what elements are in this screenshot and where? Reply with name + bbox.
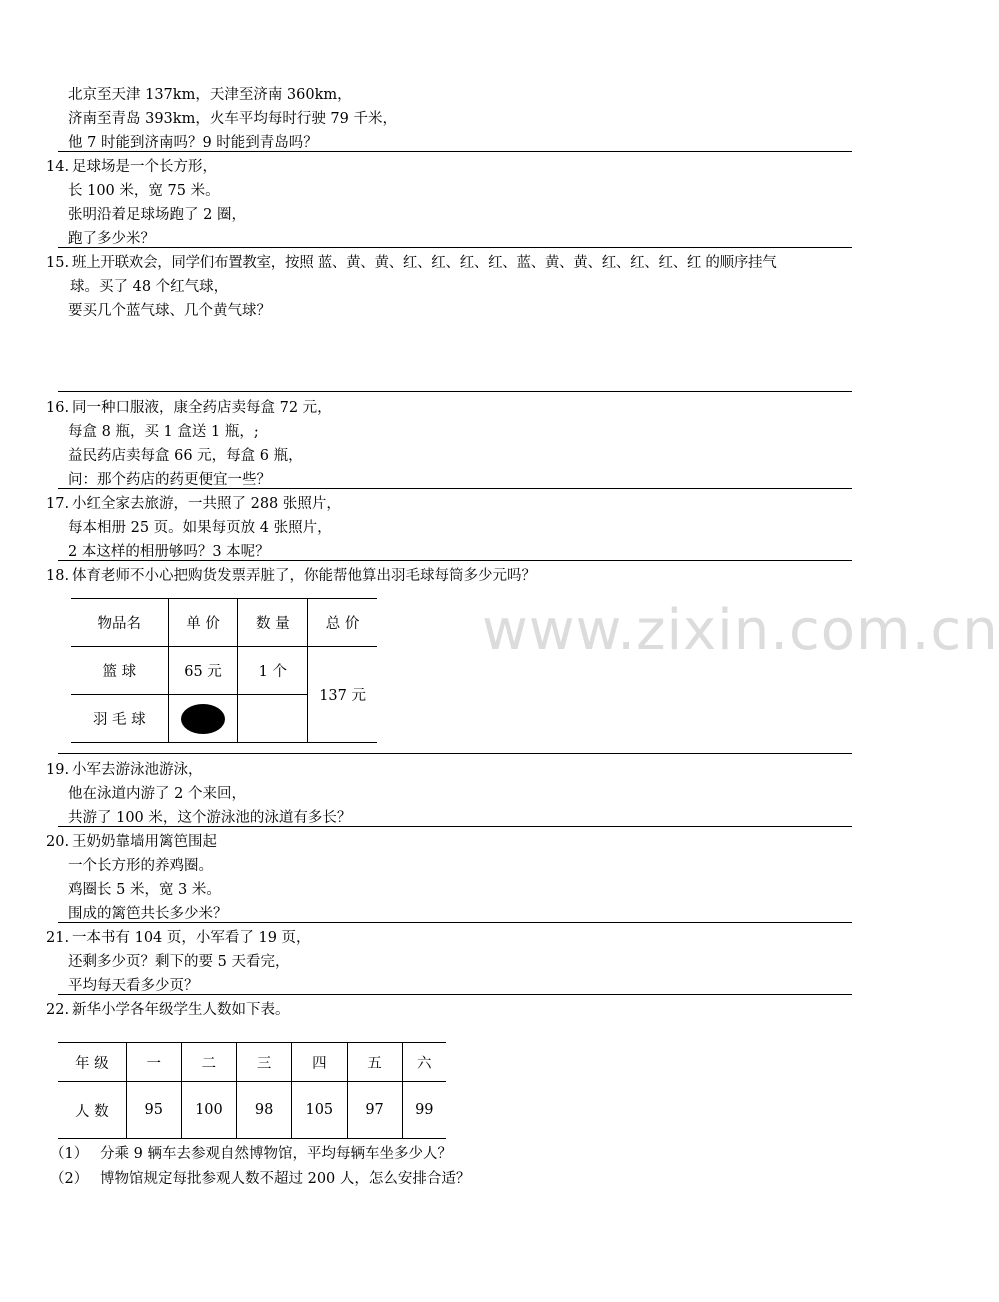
- q19-line-1: 小军去游泳池游泳，: [72, 762, 203, 778]
- q20-line-4: 围成的篱笆共长多少米？: [68, 906, 228, 922]
- watermark: www.zixin.com.cn: [482, 598, 999, 663]
- grade-1: 一: [126, 1043, 181, 1082]
- q14-number: 14.: [46, 159, 70, 175]
- q21-line-1: 一本书有 104 页，小军看了 19 页，: [72, 930, 311, 946]
- invoice-total: 137 元: [319, 688, 366, 704]
- q22-number: 22.: [46, 1002, 70, 1018]
- q16-line-4: 问：那个药店的药更便宜一些？: [68, 472, 271, 488]
- count-2: 100: [181, 1082, 236, 1139]
- invoice-item-badminton: 羽 毛 球: [71, 695, 168, 743]
- q20-number: 20.: [46, 834, 70, 850]
- invoice-header-total: 总 价: [325, 616, 360, 632]
- grade-2: 二: [181, 1043, 236, 1082]
- q20-line-1: 王奶奶靠墙用篱笆围起: [72, 834, 217, 850]
- q22-sub2-number: （2）: [50, 1171, 89, 1187]
- count-3: 98: [237, 1082, 292, 1139]
- invoice-item-basketball: 篮 球: [71, 647, 168, 695]
- count-1: 95: [126, 1082, 181, 1139]
- invoice-header-qty: 数 量: [238, 599, 308, 647]
- q20-line-2: 一个长方形的养鸡圈。: [68, 858, 213, 874]
- grade-6: 六: [417, 1055, 432, 1072]
- grade-4: 四: [292, 1043, 347, 1082]
- q22-sub2-text: 博物馆规定每批参观人数不超过 200 人，怎么安排合适？: [100, 1171, 471, 1187]
- q19-line-3: 共游了 100 米，这个游泳池的泳道有多长？: [68, 810, 352, 826]
- q15-line-3: 要买几个蓝气球、几个黄气球？: [68, 303, 271, 319]
- count-4: 105: [292, 1082, 347, 1139]
- invoice-qty-basketball: 1 个: [238, 647, 308, 695]
- q17-line-2: 每本相册 25 页。如果每页放 4 张照片，: [68, 520, 332, 536]
- invoice-table: [71, 598, 377, 743]
- invoice-qty-badminton: [238, 695, 308, 743]
- q22-line-1: 新华小学各年级学生人数如下表。: [72, 1002, 290, 1018]
- q18-number: 18.: [46, 568, 70, 584]
- q17-number: 17.: [46, 496, 70, 512]
- q21-line-3: 平均每天看多少页？: [68, 978, 199, 994]
- q22-sub1-text: 分乘 9 辆车去参观自然博物馆，平均每辆车坐多少人？: [100, 1146, 452, 1162]
- divider: [58, 753, 852, 754]
- grade-table: [58, 1042, 446, 1139]
- q17-line-1: 小红全家去旅游，一共照了 288 张照片，: [72, 496, 341, 512]
- divider: [58, 247, 852, 248]
- invoice-price-basketball: 65 元: [168, 647, 238, 695]
- q19-number: 19.: [46, 762, 70, 778]
- q16-line-1: 同一种口服液，康全药店卖每盒 72 元，: [72, 400, 332, 416]
- q19-line-2: 他在泳道内游了 2 个来回，: [68, 786, 246, 802]
- q17-line-3: 2 本这样的相册够吗？3 本呢？: [68, 544, 270, 560]
- q21-number: 21.: [46, 930, 70, 946]
- q15-number: 15.: [46, 255, 70, 271]
- q13-line-1: 北京至天津 137km，天津至济南 360km，: [68, 87, 352, 103]
- count-6: 99: [415, 1102, 434, 1118]
- divider: [58, 922, 852, 923]
- divider: [58, 560, 852, 561]
- q16-line-3: 益民药店卖每盒 66 元，每盒 6 瓶，: [68, 448, 303, 464]
- q15-line-1: 班上开联欢会，同学们布置教室，按照 蓝、黄、黄、红、红、红、红、蓝、黄、黄、红、红、红、红 的顺序挂气: [72, 255, 777, 271]
- grade-5: 五: [347, 1043, 402, 1082]
- q14-line-4: 跑了多少米？: [68, 231, 155, 247]
- q16-line-2: 每盒 8 瓶，买 1 盒送 1 瓶，;: [68, 424, 259, 440]
- invoice-price-badminton: [168, 695, 238, 743]
- count-5: 97: [347, 1082, 402, 1139]
- divider: [58, 994, 852, 995]
- q15-line-2: 球。买了 48 个红气球，: [70, 279, 229, 295]
- q18-line-1: 体育老师不小心把购货发票弄脏了，你能帮他算出羽毛球每筒多少元吗？: [72, 568, 536, 584]
- q16-number: 16.: [46, 400, 70, 416]
- invoice-header-item: 物品名: [71, 599, 168, 647]
- ink-stain: [181, 704, 225, 734]
- q14-line-3: 张明沿着足球场跑了 2 圈，: [68, 207, 246, 223]
- q21-line-2: 还剩多少页？剩下的要 5 天看完，: [68, 954, 290, 970]
- q14-line-1: 足球场是一个长方形，: [72, 159, 217, 175]
- q22-sub1-number: （1）: [50, 1146, 89, 1162]
- q14-line-2: 长 100 米，宽 75 米。: [68, 183, 220, 199]
- q13-line-2: 济南至青岛 393km，火车平均每时行驶 79 千米，: [68, 111, 397, 127]
- divider: [58, 826, 852, 827]
- divider: [58, 151, 852, 152]
- q20-line-3: 鸡圈长 5 米，宽 3 米。: [68, 882, 221, 898]
- divider: [58, 488, 852, 489]
- invoice-header-price: 单 价: [168, 599, 238, 647]
- q13-line-3: 他 7 时能到济南吗？9 时能到青岛吗？: [68, 135, 318, 151]
- grade-header-label: 年 级: [58, 1043, 126, 1082]
- divider: [58, 391, 852, 392]
- grade-3: 三: [237, 1043, 292, 1082]
- count-label: 人 数: [58, 1082, 126, 1139]
